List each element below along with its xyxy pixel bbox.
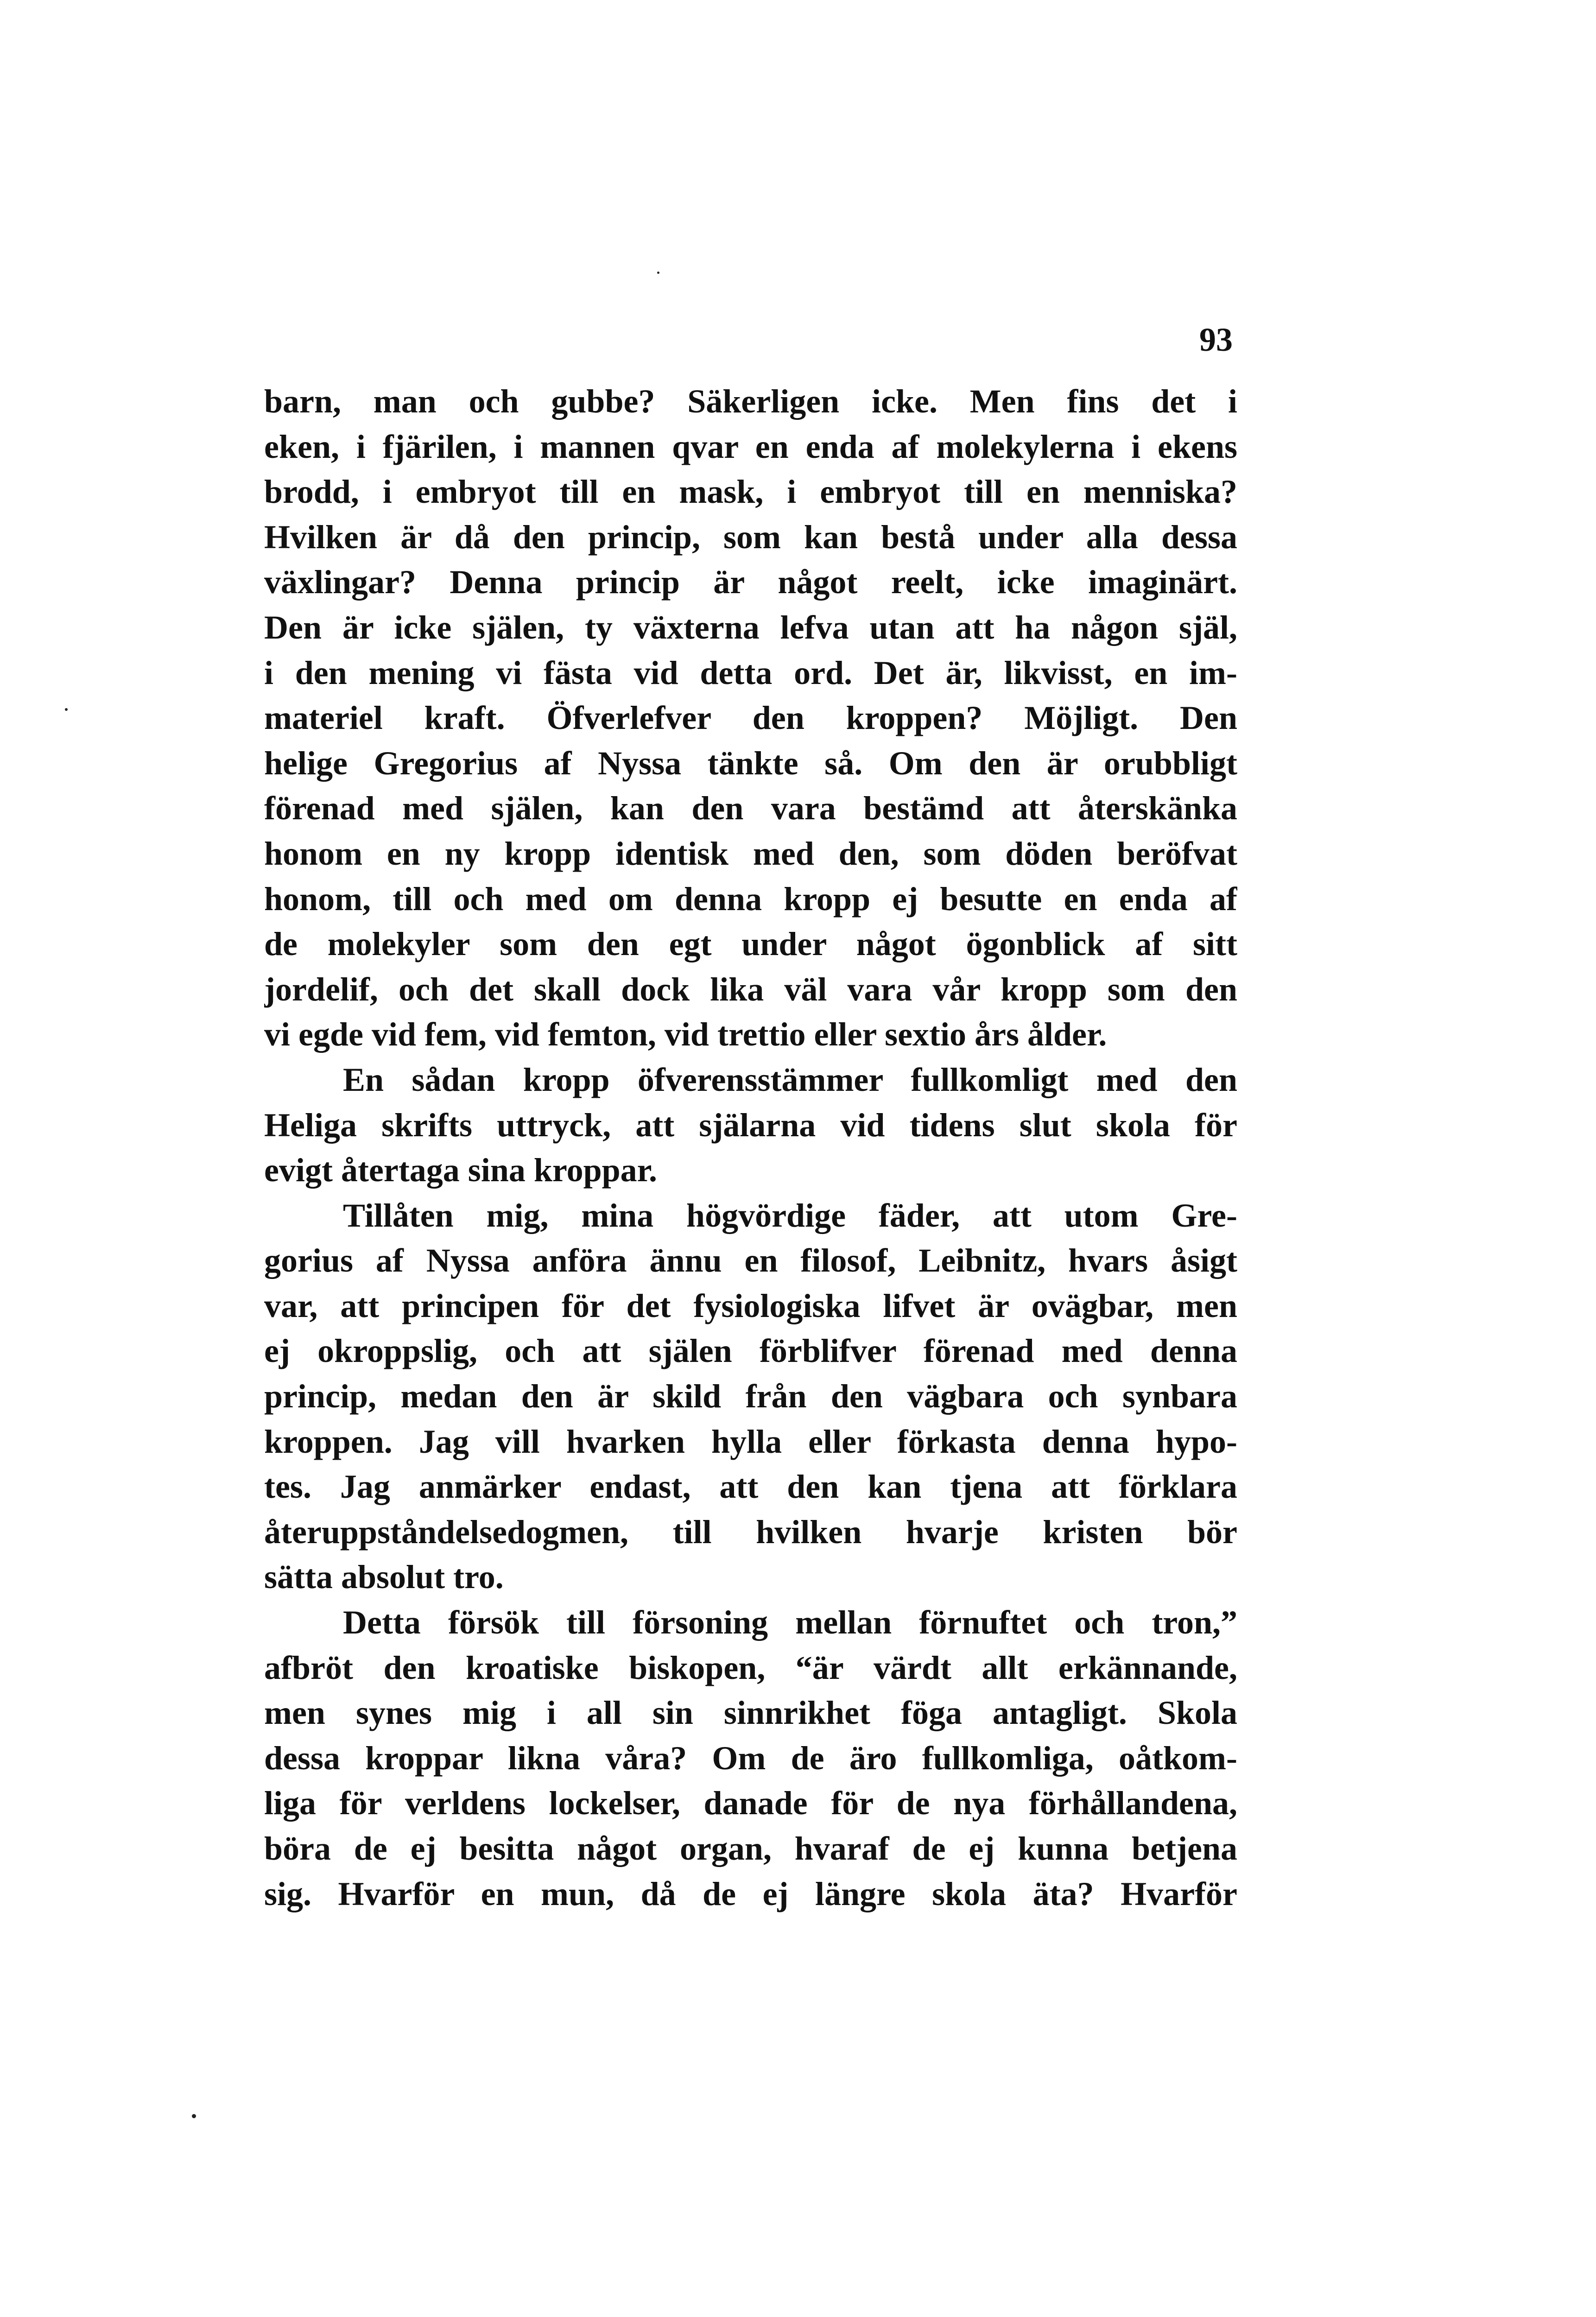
text-line: men synes mig i all sin sinnrikhet föga antagligt. Skola xyxy=(264,1694,1237,1732)
text-line: vi egde vid fem, vid femton, vid trettio eller sextio års ålder. xyxy=(264,1016,1107,1053)
paragraph-last-line: sätta absolut tro. xyxy=(264,1558,504,1596)
text-line: dessa kroppar likna våra? Om de äro fullkomliga, oåtkom- xyxy=(264,1739,1237,1777)
text-line: Hvilken är då den princip, som kan bestå under alla dessa xyxy=(264,518,1237,556)
text-line: Den är icke själen, ty växterna lefva utan att ha någon själ, xyxy=(264,608,1237,646)
text-line: sig. Hvarför en mun, då de ej längre skola äta? Hvarför xyxy=(264,1875,1237,1912)
text-line: Heliga skrifts uttryck, att själarna vid tidens slut skola för xyxy=(264,1106,1237,1144)
paragraph-first-line: Tillåten mig, mina högvördige fäder, att utom Gre- xyxy=(343,1196,1237,1234)
text-line: brodd, i embryot till en mask, i embryot till en menniska? xyxy=(264,473,1237,511)
print-speck xyxy=(65,708,68,711)
text-line: materiel kraft. Öfverlefver den kroppen? Möjligt. Den xyxy=(264,699,1237,737)
text-line: barn, man och gubbe? Säkerligen icke. Men fins det i xyxy=(264,383,1237,420)
text-line: förenad med själen, kan den vara bestämd att återskänka xyxy=(264,790,1237,827)
text-line: eken, i fjärilen, i mannen qvar en enda af molekylerna i ekens xyxy=(264,428,1237,465)
print-speck xyxy=(192,2114,196,2118)
page-number: 93 xyxy=(1199,321,1233,358)
text-line: liga för verldens lockelser, danade för de nya förhållandena, xyxy=(264,1785,1237,1822)
text-line: växlingar? Denna princip är något reelt, icke imaginärt. xyxy=(264,563,1237,601)
text-line: tes. Jag anmärker endast, att den kan tjena att förklara xyxy=(264,1468,1237,1506)
body-text xyxy=(264,379,1237,1917)
text-line: de molekyler som den egt under något ögonblick af sitt xyxy=(264,925,1237,963)
paragraph-first-line: Detta försök till försoning mellan förnuftet och tron,” xyxy=(343,1604,1237,1641)
text-line: honom en ny kropp identisk med den, som döden beröfvat xyxy=(264,835,1237,872)
text-line: kroppen. Jag vill hvarken hylla eller förkasta denna hypo- xyxy=(264,1423,1237,1460)
text-line: i den mening vi fästa vid detta ord. Det är, likvisst, en im- xyxy=(264,654,1237,691)
text-line: gorius af Nyssa anföra ännu en filosof, Leibnitz, hvars åsigt xyxy=(264,1242,1237,1279)
paragraph-last-line: evigt återtaga sina kroppar. xyxy=(264,1152,658,1189)
paragraph-first-line: En sådan kropp öfverensstämmer fullkomligt med den xyxy=(343,1061,1237,1098)
text-line: böra de ej besitta något organ, hvaraf de ej kunna betjena xyxy=(264,1830,1237,1867)
text-line: återuppståndelsedogmen, till hvilken hvarje kristen bör xyxy=(264,1513,1237,1551)
text-line: afbröt den kroatiske biskopen, “är värdt allt erkännande, xyxy=(264,1649,1237,1686)
text-line: princip, medan den är skild från den vägbara och synbara xyxy=(264,1378,1237,1415)
text-line: jordelif, och det skall dock lika väl vara vår kropp som den xyxy=(264,970,1237,1008)
text-line: helige Gregorius af Nyssa tänkte så. Om den är orubbligt xyxy=(264,744,1237,782)
text-line: honom, till och med om denna kropp ej besutte en enda af xyxy=(264,880,1237,918)
text-line: var, att principen för det fysiologiska lifvet är ovägbar, men xyxy=(264,1287,1237,1324)
print-speck xyxy=(657,272,659,274)
text-line: ej okroppslig, och att själen förblifver förenad med denna xyxy=(264,1332,1237,1370)
